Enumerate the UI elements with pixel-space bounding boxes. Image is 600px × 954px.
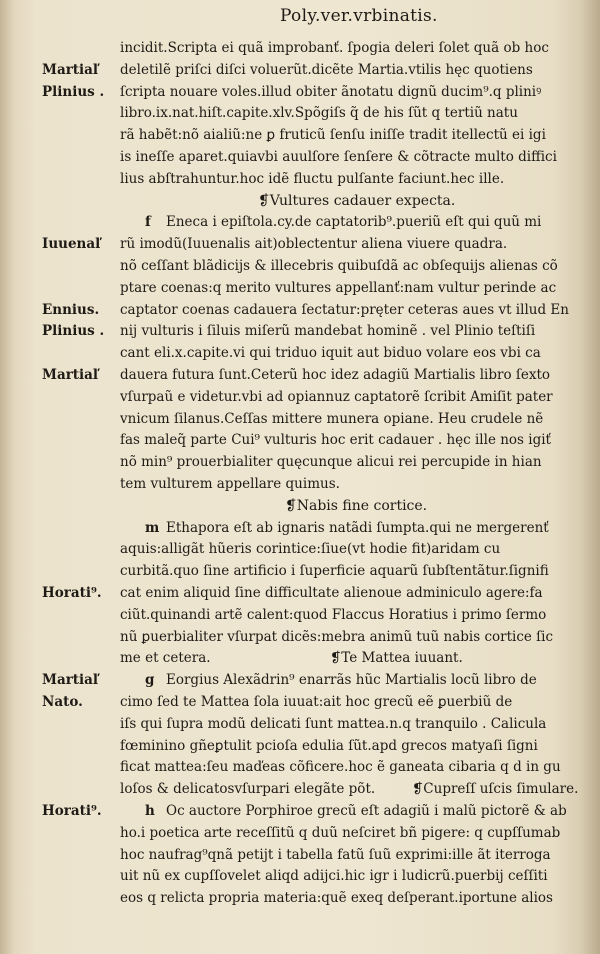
guide-letter: f xyxy=(145,214,151,230)
line-text: me et cetera. xyxy=(120,650,211,666)
text-line xyxy=(0,605,600,626)
text-line xyxy=(0,103,600,124)
text-line xyxy=(0,888,600,909)
text-line xyxy=(0,147,600,168)
line-text: is ineſſe aparet.quiavbi auulſore ſenſere & cõtracte multo diffici xyxy=(120,149,557,165)
line-text: incidit.Scripta ei quã improbanť. ſpogia deleri ſolet quã ob hoc xyxy=(120,40,549,56)
text-line xyxy=(0,452,600,473)
text-line xyxy=(0,430,600,451)
line-text: dauera futura ſunt.Ceterũ hoc idez adagiũ Martialis libro ſexto xyxy=(120,367,551,383)
line-text: nũ ꝑuerbialiter vſurpat dicẽs:mebra animũ tuũ nabis cortice ſic xyxy=(120,629,554,645)
line-text: aquis:alligãt hũeris corintice:ſiue(vt hodie fit)aridam cu xyxy=(120,541,501,557)
text-line xyxy=(0,801,600,822)
line-text: nõ ceſſant blãdicijs & illecebris quibuſdã ac obſequijs alienas cõ xyxy=(120,258,558,274)
line-text: fœminino gñeꝑtulit pcioſa edulia ſũt.apd grecos matyaſi ſigni xyxy=(120,738,538,754)
text-line xyxy=(0,474,600,495)
marginal-note: Martiaľ xyxy=(42,367,99,383)
line-text: captator coenas cadauera ſectatur:pręter ceteras aues vt illud En xyxy=(120,302,569,318)
line-text: fas maleq̃ parte Cui⁹ vulturis hoc erit cadauer . hęc ille nos igiť xyxy=(120,432,551,448)
marginal-note: Nato. xyxy=(42,694,83,710)
line-text: vnicum ſilanus.Ceſſas mittere munera opiane. Heu crudele nẽ xyxy=(120,411,544,427)
line-text: Eorgius Alexãdrin⁹ enarrãs hũc Martialis locũ libro de xyxy=(166,672,537,688)
line-text: ſcripta nouare voles.illud obiter ãnotatu dignũ ducim⁹.q pliniꝰ xyxy=(120,84,542,100)
text-line xyxy=(0,757,600,778)
line-text: uit nũ ex cupſſovelet aliqd adijci.hic igr i ludicrũ.puerbij ceſſiti xyxy=(120,868,548,884)
text-line xyxy=(0,343,600,364)
marginal-note: Horati⁹. xyxy=(42,803,102,819)
text-line xyxy=(0,256,600,277)
line-text: curbitã.quo ſine artificio i ſuperficie aquarũ ſubſtentãtur.ſignifi xyxy=(120,563,549,579)
text-line xyxy=(0,518,600,539)
marginal-note: Plinius . xyxy=(42,84,105,100)
text-line xyxy=(0,278,600,299)
marginal-note: Ennius. xyxy=(42,302,100,318)
text-line xyxy=(0,60,600,81)
line-text: Ethapora eſt ab ignaris natãdi ſumpta.qui ne mergerenť xyxy=(166,520,549,536)
text-line xyxy=(0,845,600,866)
text-line xyxy=(0,125,600,146)
guide-letter: g xyxy=(145,672,155,688)
guide-letter: h xyxy=(145,803,155,819)
text-line xyxy=(0,212,600,233)
text-line xyxy=(0,627,600,648)
line-text: hoc naufrag⁹qnã petijt i tabella fatũ ſuũ exprimi:ille ãt iterroga xyxy=(120,847,551,863)
marginal-note: Martiaľ xyxy=(42,672,99,688)
text-line xyxy=(0,82,600,103)
section-heading xyxy=(0,191,600,212)
line-text: vſurpaũ e videtur.vbi ad opiannuz captatorẽ ſcribit Amiſit pater xyxy=(120,389,553,405)
marginal-note: Horati⁹. xyxy=(42,585,102,601)
line-text: ❡Nabis fine cortice. xyxy=(285,498,428,514)
text-line xyxy=(0,866,600,887)
line-text: eos q relicta propria materia:quẽ exeq deſperant.iportune alios xyxy=(120,890,553,906)
line-text: Eneca i epiſtola.cy.de captatorib⁹.pueriũ eſt qui quũ mi xyxy=(166,214,542,230)
text-line xyxy=(0,234,600,255)
text-line xyxy=(0,387,600,408)
text-line xyxy=(0,779,600,800)
inline-heading: ❡Te Mattea iuuant. xyxy=(330,650,463,666)
text-line xyxy=(0,300,600,321)
line-text: libro.ix.nat.hiſt.capite.xlv.Spõgiſs q̃ de his ſũt q tertiũ natu xyxy=(120,105,518,121)
guide-letter: m xyxy=(145,520,160,536)
line-text: ❡Vultures cadauer expecta. xyxy=(258,193,456,209)
line-text: cat enim aliquid ſine difficultate alienoue adminiculo agere:fa xyxy=(120,585,543,601)
section-heading xyxy=(0,496,600,517)
marginal-note: Plinius . xyxy=(42,323,105,339)
marginal-note: Iuuenaľ xyxy=(42,236,101,252)
line-text: ho.i poetica arte receſſitũ q duũ neſciret bñ pigere: q cupſſumab xyxy=(120,825,561,841)
line-text: cant eli.x.capite.vi qui triduo iquit aut biduo volare eos vbi ca xyxy=(120,345,541,361)
text-line xyxy=(0,583,600,604)
text-line xyxy=(0,648,600,669)
text-line xyxy=(0,670,600,691)
line-text: nij vulturis i ſiluis miſerũ mandebat hominẽ . vel Plinio teſtiſi xyxy=(120,323,536,339)
text-line xyxy=(0,692,600,713)
line-text: tem vulturem appellare quimus. xyxy=(120,476,340,492)
line-text: ficat mattea:ſeu maďeas cõficere.hoc ẽ ganeata cibaria q d in gu xyxy=(120,759,561,775)
line-text: loſos & delicatosvſurpari elegãte põt. xyxy=(120,781,376,797)
line-text: ptare coenas:q merito vultures appellanť:nam vultur perinde ac xyxy=(120,280,557,296)
text-line xyxy=(0,365,600,386)
line-text: Oc auctore Porphiroe grecũ eſt adagiũ i malũ pictorẽ & ab xyxy=(166,803,567,819)
text-line xyxy=(0,321,600,342)
running-title: Poly.ver.vrbinatis. xyxy=(280,6,438,26)
text-line xyxy=(0,169,600,190)
text-line xyxy=(0,561,600,582)
text-line xyxy=(0,714,600,735)
text-line xyxy=(0,409,600,430)
line-text: rũ imodũ(Iuuenalis ait)oblectentur aliena viuere quadra. xyxy=(120,236,508,252)
line-text: cimo ſed te Mattea ſola iuuat:ait hoc grecũ eẽ ꝑuerbiũ de xyxy=(120,694,513,710)
line-text: iſs qui ſupra modũ delicati ſunt mattea.n.q tranquilo . Calicula xyxy=(120,716,547,732)
line-text: deletilẽ priſci diſci voluerũt.dicẽte Martia.vtilis hęc quotiens xyxy=(120,62,533,78)
inline-heading: ❡Cupreſſ uſcis ſimulare. xyxy=(412,781,579,797)
text-line xyxy=(0,823,600,844)
line-text: rã habẽt:nõ aialiũ:ne ꝑ fruticũ ſenſu iniſſe tradit itellectũ ei igi xyxy=(120,127,546,143)
line-text: nõ min⁹ prouerbialiter quęcunque alicui rei percupide in hian xyxy=(120,454,542,470)
text-line xyxy=(0,38,600,59)
text-line xyxy=(0,539,600,560)
line-text: ciũt.quinandi artẽ calent:quod Flaccus Horatius i primo ſermo xyxy=(120,607,547,623)
line-text: lius abſtrahuntur.hoc idẽ fluctu pulſante faciunt.hec ille. xyxy=(120,171,505,187)
text-line xyxy=(0,736,600,757)
marginal-note: Martiaľ xyxy=(42,62,99,78)
